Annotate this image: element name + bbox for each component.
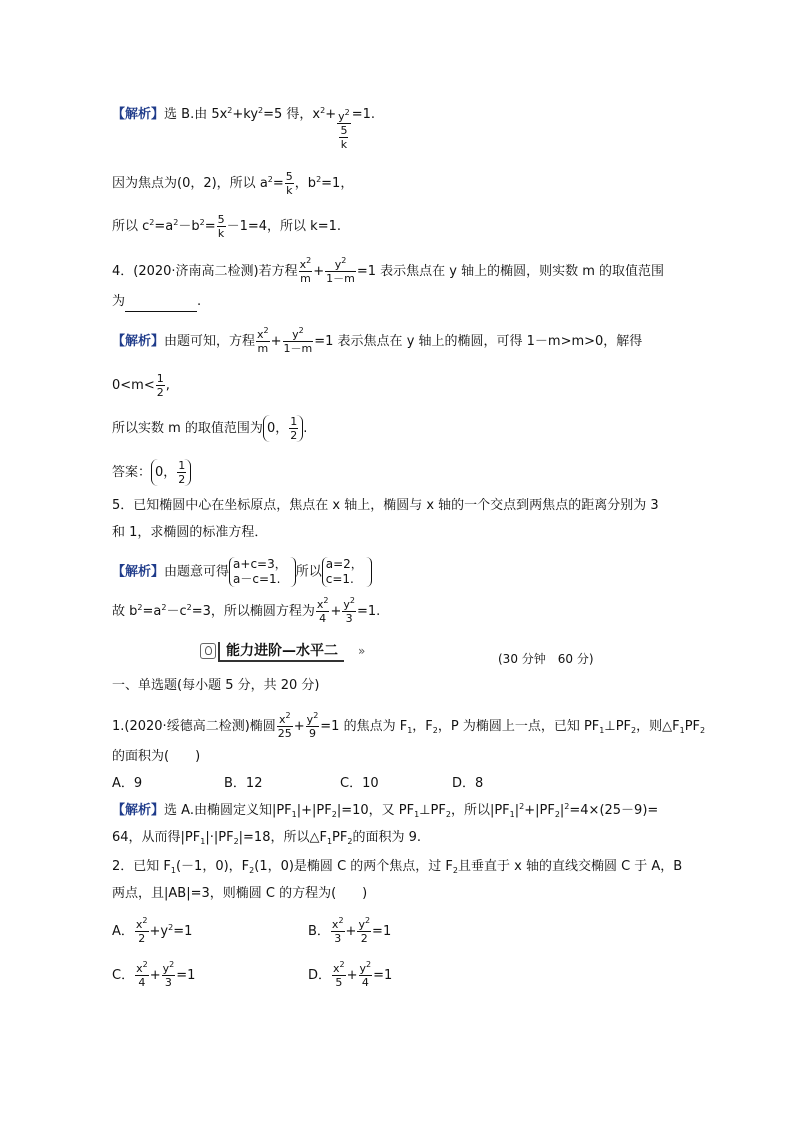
option-d[interactable]: D． $\frac{x^2}{5}$ + $\frac{y^2}{4}$ =1 [308,960,393,989]
fraction: $\frac{x^2}{25}$ [277,711,292,740]
time-score: (30 分钟 60 分) [498,652,594,666]
fraction: $\frac{y^2}{3}$ [162,960,175,989]
question-5: 5．已知椭圆中心在坐标原点，焦点在 x 轴上，椭圆与 x 轴的一个交点到两焦点的距离分别为 3 [112,498,659,513]
fraction: $\frac{x^2}{5}$ [333,960,345,989]
solution-line-3: 所以 $c^2=a^2-b^2=$ $\frac{5}{k}$ －1=4，所以 k=1. [112,213,341,240]
fraction: $\frac{x^2}{4}$ [136,960,148,989]
option-b[interactable]: B．12 [224,776,263,791]
fraction: $\frac{x^2}{2}$ [135,916,148,945]
option-a[interactable]: A．9 [112,776,143,791]
answer-5-line-2: 故 $b^2=a^2-c^2=3$，所以椭圆方程为 $\frac{x^2}{4}$ + $\frac{y^2}{3}$ =1. [112,596,381,625]
question-4-cont: 为 . [112,292,201,312]
fraction: $\frac{y^2}{9}$ [306,711,319,740]
fraction: $\frac{5}{k}$ [285,170,293,197]
problem-1-solution: 【解析】选 A.由椭圆定义知$|PF_1|+|PF_2|=10$，又 $PF_1\perp PF_2$，所以$|PF_1|^2+|PF_2|^2=4\times(25-9)=$ [112,802,659,819]
equation-system: a=2， c=1. [322,557,372,587]
interval: 0， $\frac{1}{2}$ [263,415,303,442]
question-4: 4．(2020·济南高二检测)若方程 $\frac{x^2}{m}$ + $\frac{y^2}{1-m}$ =1 表示焦点在 y 轴上的椭圆，则实数 m 的取值范围 [112,256,665,285]
double-chevron-icon: » [358,644,366,658]
part-heading: 一、单选题(每小题 5 分，共 20 分) [112,678,320,693]
problem-2-cont: 两点，且|AB|=3，则椭圆 C 的方程为( ) [112,886,368,901]
fraction: $\frac{y^2}{1-m}$ [326,256,355,285]
question-5-cont: 和 1，求椭圆的标准方程． [112,525,268,540]
answer-label: 答案： 0， $\frac{1}{2}$ [112,459,191,486]
lightbulb-icon [200,643,216,659]
problem-2: 2．已知 $F_1(-1$，0)，$F_2(1$，0)是椭圆 C 的两个焦点，过 $F_2$且垂直于 x 轴的直线交椭圆 C 于 A，B [112,859,683,875]
fraction: $\frac{y^2}{4}$ [359,960,372,989]
problem-1: 1.(2020·绥德高二检测)椭圆 $\frac{x^2}{25}$ + $\frac{y^2}{9}$ =1 的焦点为 $F_1$，$F_2$，P 为椭圆上一点，已知 $PF_1\perp PF_2$，则$\triangle F_1PF_2$ [112,711,706,740]
answer-4-line-3: 所以实数 m 的取值范围为 0， $\frac{1}{2}$ . [112,415,308,442]
problem-1-cont: 的面积为( ) [112,749,201,764]
section-title: 能力进阶—水平二 [218,642,344,662]
option-b[interactable]: B． $\frac{x^2}{3}$ + $\frac{y^2}{2}$ =1 [308,916,392,945]
solution-tag: 【解析】 [112,564,165,580]
option-c[interactable]: C． $\frac{x^2}{4}$ + $\frac{y^2}{3}$ =1 [112,960,196,989]
fraction: $\frac{x^2}{m}$ [257,326,269,355]
solution-tag: 【解析】 [112,803,165,818]
solution-tag: 【解析】 [112,107,165,122]
answer-blank [125,297,197,312]
option-c[interactable]: C．10 [340,776,379,791]
option-a[interactable]: A． $\frac{x^2}{2}$ $+y^2=1$ [112,916,193,945]
answer-5: 【解析】由题意可得a+c=3， a－c=1. 所以a=2， c=1. [112,557,372,587]
fraction: $\frac{x^2}{3}$ [331,916,344,945]
interval: 0， $\frac{1}{2}$ [151,459,191,486]
option-d[interactable]: D．8 [452,776,484,791]
answer-4: 【解析】由题可知，方程 $\frac{x^2}{m}$ + $\frac{y^2}{1-m}$ =1 表示焦点在 y 轴上的椭圆，可得 1－m>m>0，解得 [112,326,643,355]
fraction: $\frac{y^2}{1-m}$ [283,326,313,355]
fraction: $\frac{y^2}{3}$ [343,596,355,625]
fraction: $\frac{1}{2}$ [156,372,164,399]
fraction: $\frac{x^2}{4}$ [316,596,329,625]
solution-line-1: 【解析】选 B.由 $5x^2+ky^2=5$ 得，$x^2+$ $\frac{y^2}{\frac{5}{k}}$ =1. [112,106,376,151]
fraction: $\frac{y^2}{\frac{5}{k}}$ [338,107,350,151]
solution-line-2: 因为焦点为(0，2)，所以 $a^2=$ $\frac{5}{k}$ ，$b^2=1$， [112,170,354,197]
solution-tag: 【解析】 [112,334,165,349]
fraction: $\frac{y^2}{2}$ [358,916,371,945]
fraction: $\frac{5}{k}$ [217,213,225,240]
section-header [200,642,370,662]
fraction: $\frac{x^2}{m}$ [299,256,312,285]
answer-4-line-2: 0<m< $\frac{1}{2}$ , [112,372,170,399]
equation-system: a+c=3， a－c=1. [229,557,296,587]
problem-1-solution-cont: 64，从而得$|PF_1|\cdot|PF_2|=18$，所以$\triangle F_1PF_2$的面积为 9. [112,830,422,846]
